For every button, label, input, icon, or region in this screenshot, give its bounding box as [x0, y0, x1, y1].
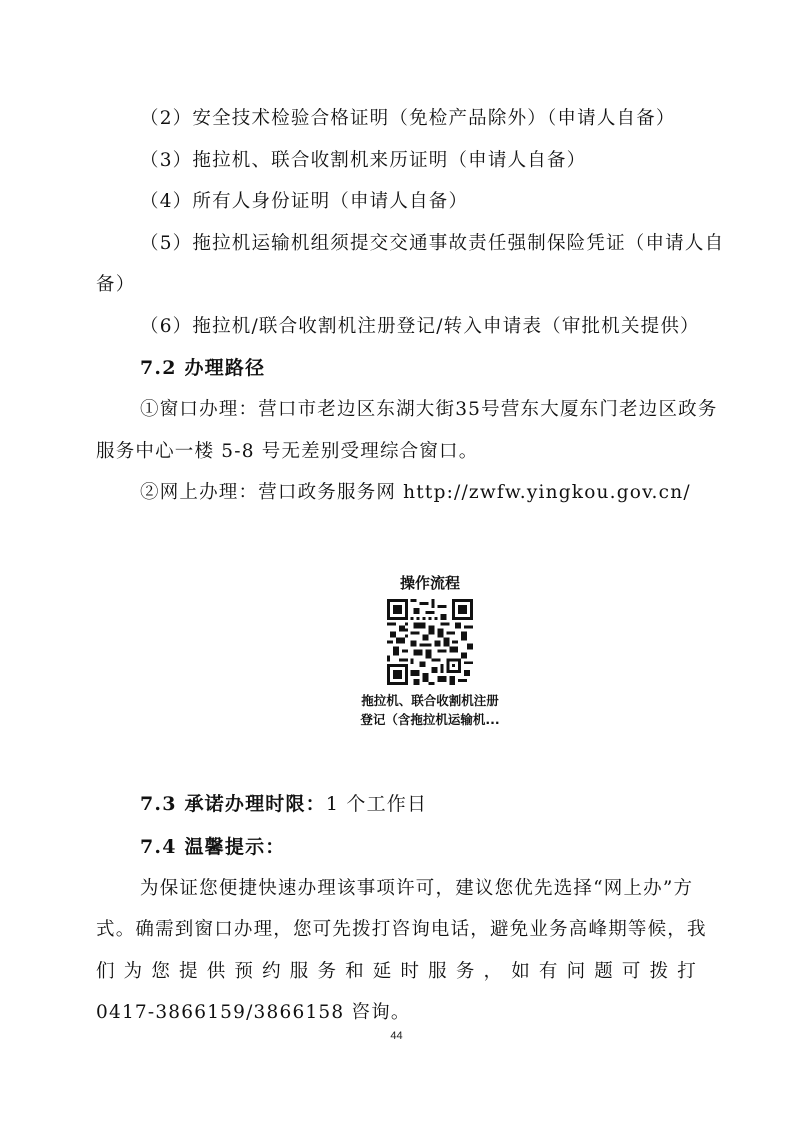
tip-line3: 们为您提供预约服务和延时服务，如有问题可拨打	[96, 961, 697, 982]
tip-line1: 为保证您便捷快速办理该事项许可，建议您优先选择“网上办”方	[140, 878, 694, 899]
qr-block	[355, 572, 505, 729]
qr-caption-line2: 登记（含拖拉机运输机...	[360, 712, 500, 727]
qr-code-image[interactable]	[387, 599, 473, 685]
section-7-3-value: 1 个工作日	[325, 793, 428, 815]
section-7-4-heading: 7.4 温馨提示：	[140, 836, 286, 858]
section-7-3-heading: 7.3 承诺办理时限：	[140, 793, 326, 815]
qr-caption-line1: 拖拉机、联合收割机注册	[361, 693, 499, 708]
item-5: （5）拖拉机运输机组须提交交通事故责任强制保险凭证（申请人自	[140, 233, 725, 254]
section-7-3	[140, 795, 701, 814]
item-4: （4）所有人身份证明（申请人自备）	[140, 191, 469, 212]
section-7-2-heading: 7.2 办理路径	[140, 357, 266, 379]
window-route-line2: 服务中心一楼 5-8 号无差别受理综合窗口。	[96, 441, 479, 462]
qr-title: 操作流程	[399, 574, 460, 592]
window-route-line1: ①窗口办理：营口市老边区东湖大街35号营东大厦东门老边区政务	[140, 399, 718, 420]
item-3: （3）拖拉机、联合收割机来历证明（申请人自备）	[140, 150, 587, 171]
online-route: ②网上办理：营口政务服务网 http://zwfw.yingkou.gov.cn/	[140, 482, 691, 503]
tip-line4: 0417-3866159/3866158 咨询。	[96, 1002, 411, 1023]
page-number: 44	[390, 1030, 403, 1042]
item-2: （2）安全技术检验合格证明（免检产品除外）（申请人自备）	[140, 108, 676, 129]
item-5-cont: 备）	[96, 274, 136, 295]
item-6: （6）拖拉机/联合收割机注册登记/转入申请表（审批机关提供）	[140, 316, 700, 337]
tip-line2: 式。确需到窗口办理，您可先拨打咨询电话，避免业务高峰期等候，我	[96, 919, 707, 940]
